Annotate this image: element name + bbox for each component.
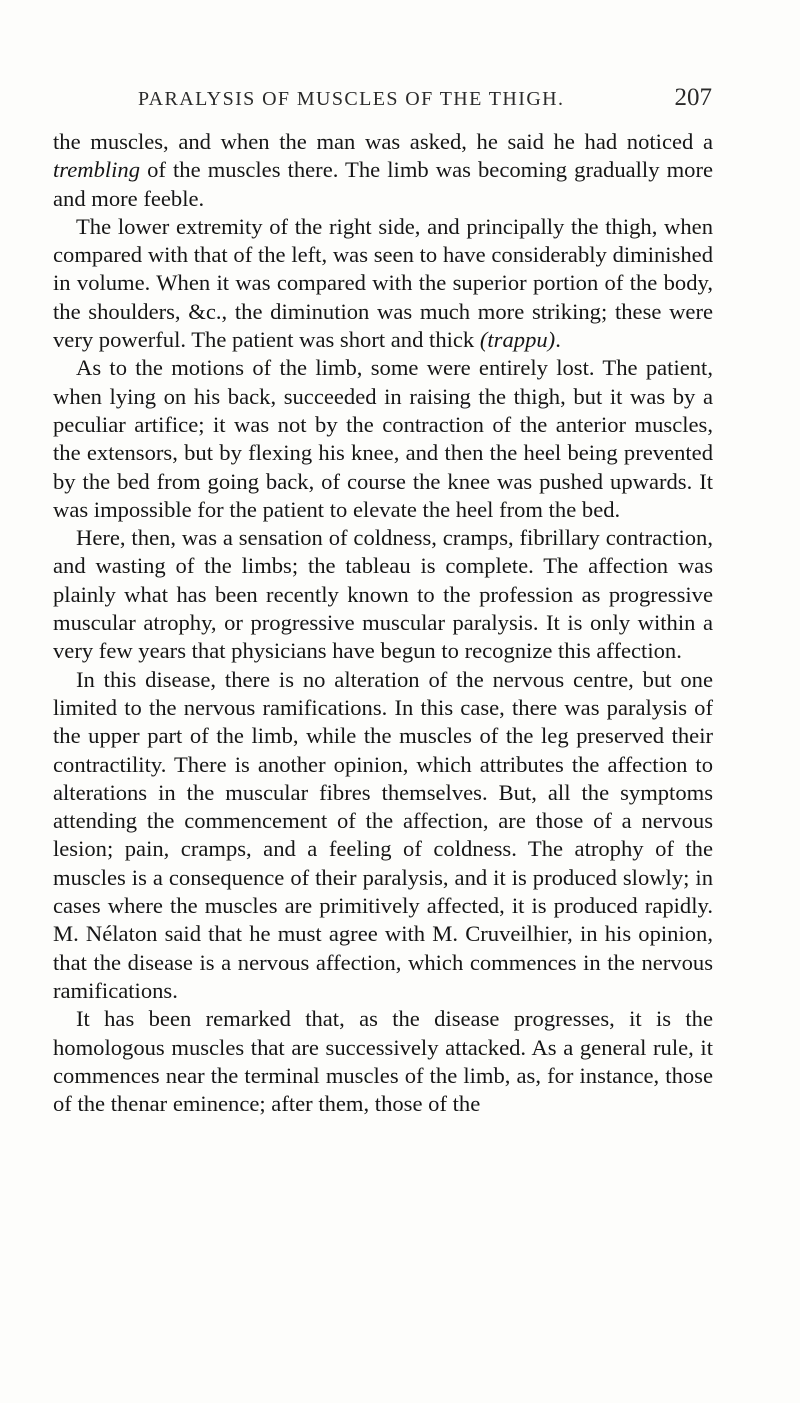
- paragraph-text: the muscles, and when the man was asked, he said he had noticed a: [53, 129, 713, 154]
- paragraph-continued: [53, 128, 713, 213]
- paragraph-text: The lower extremity of the right side, and principally the thigh, when compared with that of the left, was seen to have considerably diminished in volume. When it was compared with the superior portion of the body, the shoulders, &c., the diminution was much more striking; these were very powerful. The patient was short and thick: [53, 213, 713, 353]
- paragraph: It has been remarked that, as the disease progresses, it is the homologous muscles that are successively attacked. As a general rule, it commences near the terminal muscles of the limb, as, for instance, those of the thenar eminence; after them, those of the: [53, 1006, 713, 1117]
- paragraph: In this disease, there is no alteration of the nervous centre, but one limited to the nervous ramifications. In this case, there was paralysis of the upper part of the limb, while the muscles of the leg preserved their contractility. There is another opinion, which attributes the affection to alterations in the muscular fibres themselves. But, all the symptoms attending the commencement of the affection, are those of a nervous lesion; pain, cramps, and a feeling of coldness. The atrophy of the muscles is a consequence of their paralysis, and it is produced slowly; in cases where the muscles are primitively affected, it is produced rapidly. M. Nélaton said that he must agree with M. Cruveilhier, in his opinion, that the disease is a nervous affection, which commences in the nervous ramifications.: [53, 666, 713, 1003]
- paragraph: As to the motions of the limb, some were entirely lost. The patient, when lying on his back, succeeded in raising the thigh, but it was by a peculiar artifice; it was not by the contraction of the anterior muscles, the extensors, but by flexing his knee, and then the heel being prevented by the bed from going back, of course the knee was pushed upwards. It was impossible for the patient to elevate the heel from the bed.: [53, 355, 713, 522]
- running-head: PARALYSIS OF MUSCLES OF THE THIGH.: [138, 88, 565, 110]
- paragraph: [53, 213, 713, 354]
- italic-term: (trappu): [479, 327, 556, 353]
- page-header: [138, 84, 712, 116]
- paragraph: Here, then, was a sensation of coldness, cramps, fibrillary contraction, and wasting of the limbs; the tableau is complete. The affection was plainly what has been recently known to the profession as progressive muscular atrophy, or progressive muscular paralysis. It is only within a very few years that physicians have begun to recognize this affection.: [53, 525, 713, 664]
- paragraph-text: of the muscles there. The limb was becoming gradually more and more feeble.: [53, 157, 713, 211]
- body-text: [53, 128, 713, 1118]
- italic-term: trembling: [53, 157, 141, 183]
- page-number: 207: [674, 84, 712, 111]
- paragraph-text: .: [555, 327, 561, 353]
